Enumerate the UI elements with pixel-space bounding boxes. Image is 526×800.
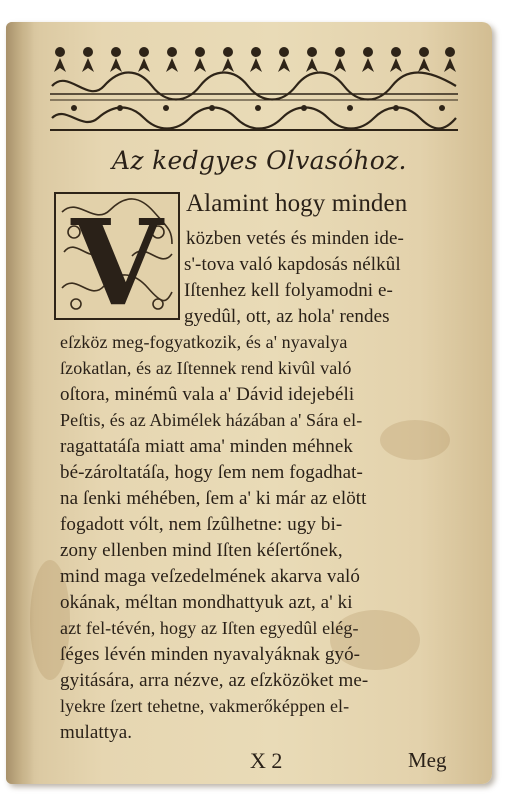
- text-line: mulattya.: [60, 722, 133, 743]
- text-line: ſéges lévén minden nyavalyáknak gyó-: [60, 644, 361, 665]
- text-line: Peſtis, és az Abimélek házában a' Sára el-: [60, 410, 363, 430]
- text-line: lyekre ſzert tehetne, vakmerőképpen el-: [60, 696, 350, 716]
- fleuron-row-top: [55, 47, 455, 57]
- initial-letter: V: [71, 193, 163, 320]
- text-line: fogadott vólt, nem ſzûlhetne: ugy bi-: [60, 514, 343, 535]
- text-line: oſtora, minémû vala a' Dávid idejebéli: [60, 384, 355, 405]
- text-line: ſzokatlan, és az Iſtennek rend kivûl való: [60, 358, 352, 378]
- text-line: gyitására, arra nézve, az eſzközöket me-: [60, 670, 369, 691]
- text-line: Iſtenhez kell folyamodni e-: [184, 280, 393, 301]
- text-line: bé-zároltatáſa, hogy ſem nem fogadhat-: [60, 462, 363, 483]
- text-line: zony ellenben mind Iſten kéſertőnek,: [60, 540, 343, 561]
- catchword: Meg: [408, 748, 447, 772]
- text-line: azt fel-tévén, hogy az Iſten egyedûl elég-: [60, 618, 359, 638]
- decorated-initial-v: [54, 192, 180, 320]
- paper-stain: [380, 420, 450, 460]
- decorative-ornament-band: [48, 38, 460, 133]
- text-line: ragattatáſa miatt ama' minden méhnek: [60, 436, 353, 457]
- text-line: gyedûl, ott, az hola' rendes: [184, 306, 390, 327]
- text-line: okának, méltan mondhattyuk azt, a' ki: [60, 592, 353, 613]
- signature-mark: X 2: [250, 748, 283, 773]
- text-line: s'-tova való kapdosás nélkûl: [184, 254, 401, 275]
- page-gutter-shadow: [6, 22, 34, 784]
- text-line: közben vetés és minden ide-: [186, 228, 404, 249]
- text-line: eſzköz meg-fogyatkozik, és a' nyavalya: [60, 332, 348, 352]
- text-line: Alamint hogy minden: [186, 190, 408, 217]
- section-heading: Az kedgyes Olvasóhoz.: [112, 146, 407, 175]
- text-line: mind maga veſzedelmének akarva való: [60, 566, 360, 587]
- text-line: na ſenki méhében, ſem a' ki már az elött: [60, 488, 367, 509]
